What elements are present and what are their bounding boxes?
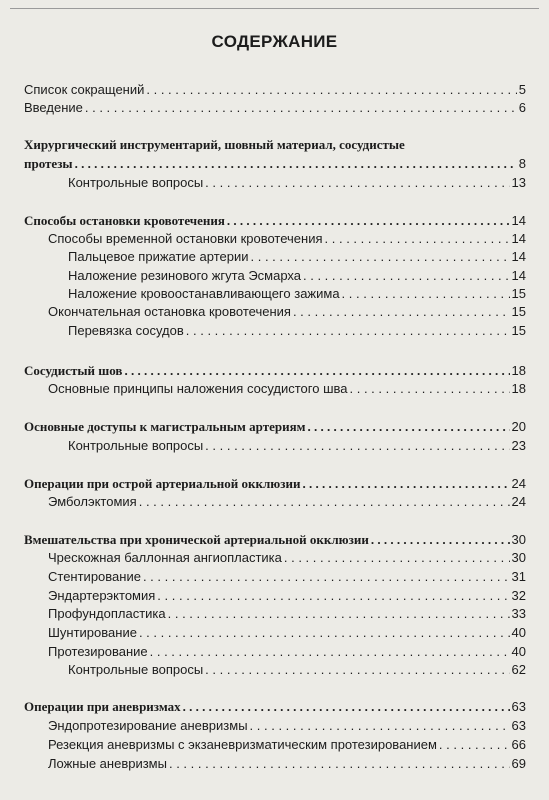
toc-entry-label: Наложение кровоостанавливающего зажима: [68, 286, 340, 301]
dot-leader: [302, 476, 509, 492]
toc-chapter: [24, 363, 526, 381]
dot-leader: [169, 756, 510, 771]
toc-chapter-label: Вмешательства при хронической артериальной окклюзии: [24, 532, 369, 547]
toc-entry: [24, 82, 526, 100]
toc-entry-label: Контрольные вопросы: [68, 662, 204, 677]
dot-leader: [186, 323, 510, 338]
toc-entry: [68, 323, 526, 341]
dot-leader: [205, 438, 509, 453]
toc-entry-label: Протезирование: [48, 644, 148, 659]
dot-leader: [168, 606, 510, 621]
toc-chapter-page: 24: [511, 476, 526, 491]
toc-entry: [48, 606, 526, 624]
dot-leader: [284, 550, 510, 565]
toc-entry-label: Окончательная остановка кровотечения: [48, 304, 291, 319]
toc-entry: [48, 231, 526, 249]
toc-entry-label: Список сокращений: [24, 82, 145, 97]
toc-entry-label: Эмболэктомия: [48, 494, 137, 509]
toc-chapter-page: 20: [511, 419, 526, 434]
dot-leader: [146, 82, 516, 97]
toc-entry-page: 62: [511, 662, 526, 677]
toc-entry-label: Эндопротезирование аневризмы: [48, 718, 248, 733]
toc-entry-page: 63: [511, 718, 526, 733]
dot-leader: [183, 699, 510, 715]
toc-entry: [48, 718, 526, 736]
dot-leader: [205, 175, 509, 190]
toc-entry: [68, 268, 526, 286]
toc-entry: [68, 249, 526, 267]
toc-entry-label: Ложные аневризмы: [48, 756, 167, 771]
dot-leader: [157, 588, 509, 603]
toc-entry: [48, 756, 526, 774]
page-title: СОДЕРЖАНИЕ: [211, 32, 338, 51]
dot-leader: [303, 268, 510, 283]
dot-leader: [143, 569, 510, 584]
toc-entry: [68, 175, 526, 193]
toc-chapter-label: протезы: [24, 156, 73, 171]
toc-entry: [48, 737, 526, 755]
toc-entry: [48, 494, 526, 512]
toc-entry-page: 40: [511, 644, 526, 659]
toc-entry-page: 40: [511, 625, 526, 640]
toc-entry-page: 32: [511, 588, 526, 603]
toc-entry-label: Пальцевое прижатие артерии: [68, 249, 249, 264]
toc-entry-page: 31: [511, 569, 526, 584]
toc-entry: [24, 100, 526, 118]
toc-entry-page: 69: [511, 756, 526, 771]
toc-entry-page: 14: [511, 231, 526, 246]
toc-entry-page: 14: [511, 268, 526, 283]
toc-entry-label: Наложение резинового жгута Эсмарха: [68, 268, 302, 283]
toc-entry-label: Перевязка сосудов: [68, 323, 184, 338]
dot-leader: [251, 249, 510, 264]
toc-entry-page: 15: [511, 323, 526, 338]
dot-leader: [371, 532, 510, 548]
toc-entry: [48, 550, 526, 568]
toc-entry-page: 18: [511, 381, 526, 396]
dot-leader: [325, 231, 510, 246]
dot-leader: [150, 644, 510, 659]
toc-entry: [68, 662, 526, 680]
toc-entry: [68, 438, 526, 456]
toc-entry: [48, 588, 526, 606]
toc-entry: [68, 286, 526, 304]
toc-entry-page: 15: [511, 286, 526, 301]
dot-leader: [350, 381, 510, 396]
dot-leader: [307, 419, 509, 435]
toc-entry-label: Шунтирование: [48, 625, 137, 640]
toc-entry: [48, 625, 526, 643]
toc-entry-page: 23: [511, 438, 526, 453]
toc-entry-page: 66: [511, 737, 526, 752]
toc-entry-label: Чрескожная баллонная ангиопластика: [48, 550, 282, 565]
toc-entry-label: Стентирование: [48, 569, 141, 584]
toc-entry-page: 33: [511, 606, 526, 621]
toc-chapter: [24, 699, 526, 717]
toc-entry: [48, 569, 526, 587]
toc-chapter: [24, 156, 526, 174]
toc-entry-page: 15: [511, 304, 526, 319]
toc-entry-label: Введение: [24, 100, 83, 115]
toc-chapter-label: Способы остановки кровотечения: [24, 213, 225, 228]
dot-leader: [85, 100, 517, 115]
dot-leader: [342, 286, 510, 301]
toc-chapter: [24, 476, 526, 494]
toc-entry: [48, 381, 526, 399]
toc-chapter-label-line1: Хирургический инструментарий, шовный материал, сосудистые: [24, 137, 405, 152]
toc-entry: [48, 644, 526, 662]
toc-chapter-page: 30: [511, 532, 526, 547]
toc-entry-page: 24: [511, 494, 526, 509]
toc-entry-page: 6: [518, 100, 526, 115]
toc-chapter-label: Основные доступы к магистральным артериям: [24, 419, 306, 434]
toc-entry-label: Способы временной остановки кровотечения: [48, 231, 323, 246]
toc-entry-label: Контрольные вопросы: [68, 175, 204, 190]
toc-entry-label: Профундопластика: [48, 606, 166, 621]
dot-leader: [139, 625, 510, 640]
dot-leader: [205, 662, 509, 677]
dot-leader: [75, 156, 517, 172]
dot-leader: [293, 304, 510, 319]
toc-entry-page: 30: [511, 550, 526, 565]
dot-leader: [124, 363, 509, 379]
toc-chapter-page: 8: [518, 156, 526, 171]
toc-chapter-label: Операции при аневризмах: [24, 699, 181, 714]
toc-chapter-label: Сосудистый шов: [24, 363, 123, 378]
toc-entry-page: 13: [511, 175, 526, 190]
toc-chapter: [24, 532, 526, 550]
toc-entry: [48, 304, 526, 322]
dot-leader: [227, 213, 510, 229]
toc-entry-label: Основные принципы наложения сосудистого шва: [48, 381, 348, 396]
toc-chapter: [24, 213, 526, 231]
toc-chapter-page: 63: [511, 699, 526, 714]
toc-entry-label: Контрольные вопросы: [68, 438, 204, 453]
toc-entry-page: 14: [511, 249, 526, 264]
toc-chapter-page: 18: [511, 363, 526, 378]
dot-leader: [139, 494, 510, 509]
toc-chapter: [24, 419, 526, 437]
toc-chapter-page: 14: [511, 213, 526, 228]
toc-entry-label: Эндартерэктомия: [48, 588, 156, 603]
dot-leader: [250, 718, 510, 733]
toc-entry-label: Резекция аневризмы с экзаневризматическим протезированием: [48, 737, 437, 752]
dot-leader: [439, 737, 510, 752]
toc-entry-page: 5: [518, 82, 526, 97]
toc-chapter-label: Операции при острой артериальной окклюзии: [24, 476, 301, 491]
